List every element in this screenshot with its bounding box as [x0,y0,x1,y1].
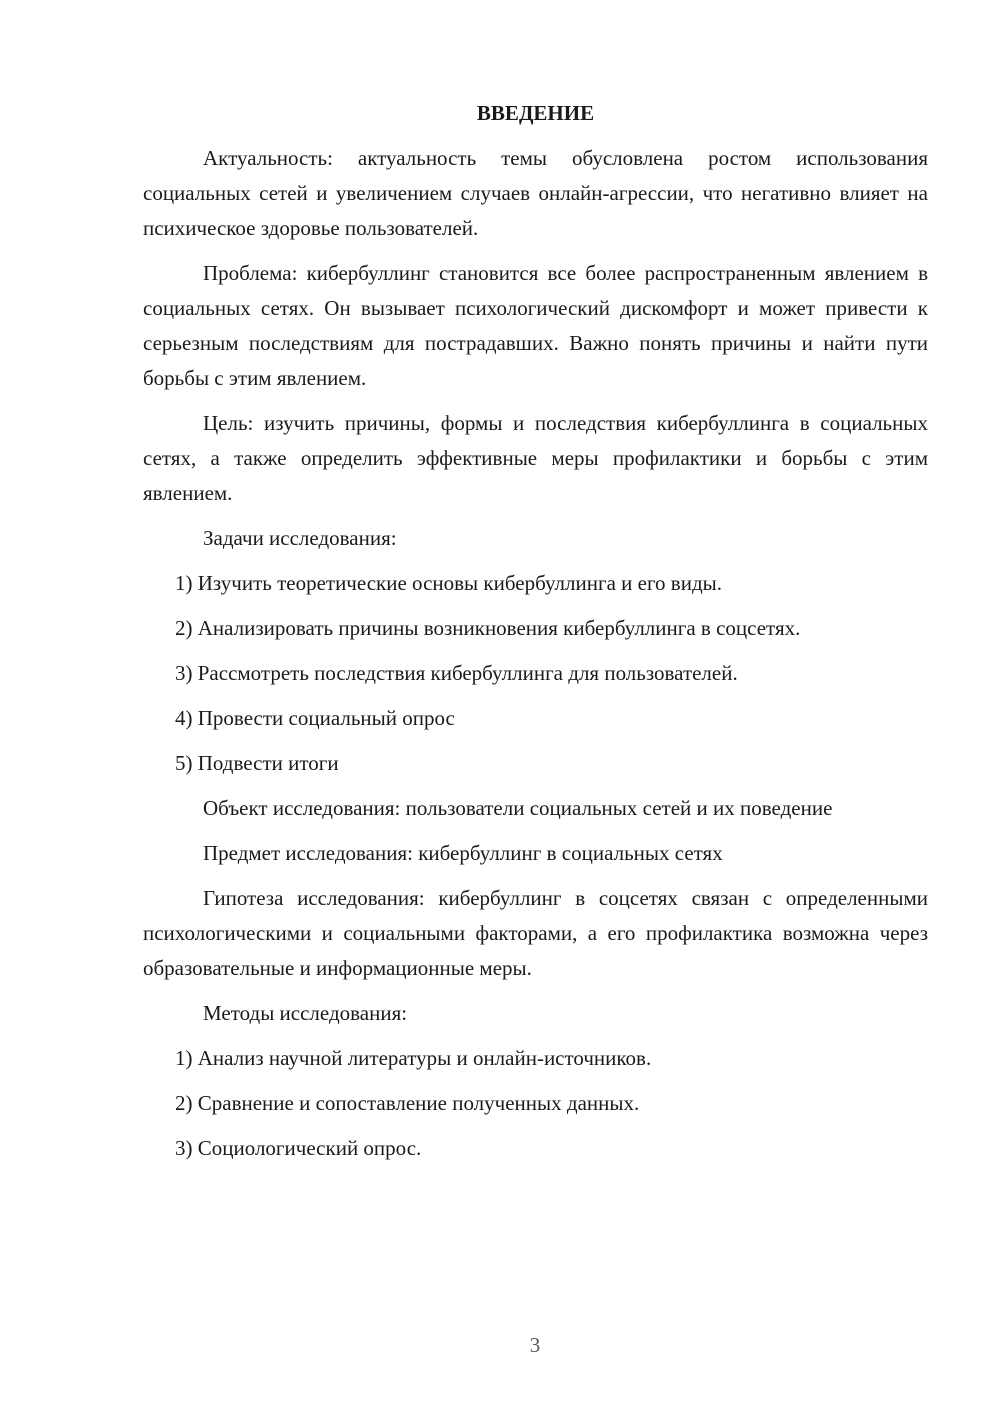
problem-paragraph: Проблема: кибербуллинг становится все более распространенным явлением в социальных сетях. Он вызывает психологический дискомфорт и может привести к серьезным последствиям для пострадавших. Важно понять причины и найти пути борьбы с этим явлением. [143,261,928,390]
page-number: 3 [529,1333,541,1357]
task-item: 2) Анализировать причины возникновения кибербуллинга в соцсетях. [175,616,801,640]
hypothesis-paragraph: Гипотеза исследования: кибербуллинг в соцсетях связан с определенными психологическими и социальными факторами, а его профилактика возможна через образовательные и информационные меры. [143,886,928,980]
tasks-label: Задачи исследования: [203,526,397,550]
document-page [143,96,928,1176]
object-paragraph: Объект исследования: пользователи социальных сетей и их поведение [203,796,833,820]
goal-paragraph: Цель: изучить причины, формы и последствия кибербуллинга в социальных сетях, а также определить эффективные меры профилактики и борьбы с этим явлением. [143,411,928,505]
method-item: 3) Социологический опрос. [175,1136,422,1160]
methods-list [143,1041,928,1166]
task-item: 5) Подвести итоги [175,751,339,775]
method-item: 1) Анализ научной литературы и онлайн-источников. [175,1046,652,1070]
section-heading: ВВЕДЕНИЕ [476,101,595,125]
methods-label: Методы исследования: [203,1001,408,1025]
task-item: 3) Рассмотреть последствия кибербуллинга для пользователей. [175,661,738,685]
subject-paragraph: Предмет исследования: кибербуллинг в социальных сетях [203,841,723,865]
task-item: 1) Изучить теоретические основы кибербуллинга и его виды. [175,571,722,595]
method-item: 2) Сравнение и сопоставление полученных данных. [175,1091,640,1115]
tasks-list [143,566,928,781]
relevance-paragraph: Актуальность: актуальность темы обусловлена ростом использования социальных сетей и увеличением случаев онлайн-агрессии, что негативно влияет на психическое здоровье пользователей. [143,146,928,240]
task-item: 4) Провести социальный опрос [175,706,455,730]
